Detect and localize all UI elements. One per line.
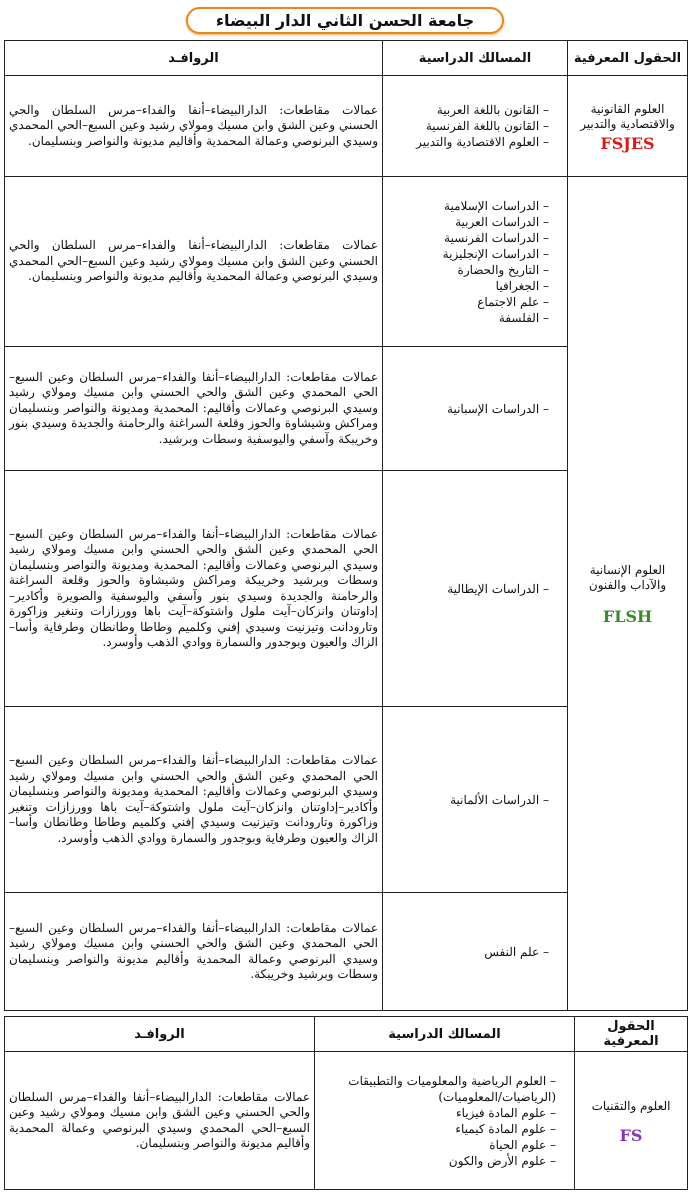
page-title: جامعة الحسن الثاني الدار البيضاء xyxy=(186,7,504,34)
tracks-cell xyxy=(383,177,568,347)
tracks-cell xyxy=(383,347,568,471)
field-name: العلوم الإنسانية والآداب والفنون xyxy=(588,563,667,592)
field-cell-fsjes xyxy=(568,76,688,177)
track-item: – التاريخ والحضارة xyxy=(387,262,549,278)
track-item: – علوم المادة فيزياء xyxy=(319,1105,556,1121)
tributary-cell: عمالات مقاطعات: الدارالبيضاء–أنفا والفداء–مرس السلطان والحي الحسني وعين الشق وابن مسيك ومولاي رشيد وعين السبع–الحي المحمدي وسيدي البرنوصي وعمالة المحمدية وأقاليم مديونة والنواصر وبنسليمان. xyxy=(5,76,383,177)
main-table xyxy=(4,40,688,1011)
track-item: – علوم الأرض والكون xyxy=(319,1153,556,1169)
track-item: – الدراسات الإنجليزية xyxy=(387,246,549,262)
track-item: – القانون باللغة العربية xyxy=(387,102,549,118)
field-name: العلوم القانونية والاقتصادية والتدبير xyxy=(580,101,675,131)
tributary-cell: عمالات مقاطعات: الدارالبيضاء–أنفا والفداء–مرس السلطان وعين السبع–الحي المحمدي وعين الشق والحي الحسني وابن مسيك ومولاي رشيد وسيدي البرنوصي وعمالة المحمدية وأقاليم مديونة والنواصر وبنسليمان وسطات وبرشيد وخريبكة. xyxy=(5,893,383,1011)
tributary-cell: عمالات مقاطعات: الدارالبيضاء–أنفا والفداء–مرس السلطان والحي الحسني وعين الشق وابن مسيك ومولاي رشيد وعين السبع–الحي المحمدي وسيدي البرنوصي وعمالة المحمدية وأقاليم مديونة والنواصر وبنسليمان. xyxy=(5,177,383,347)
track-item: – علم الاجتماع xyxy=(387,294,549,310)
table-row xyxy=(5,76,688,177)
tributary-cell: عمالات مقاطعات: الدارالبيضاء–أنفا والفداء–مرس السلطان وعين السبع–الحي المحمدي وعين الشق والحي الحسني وابن مسيك ومولاي رشيد وسيدي البرنوصي وعمالات وأقاليم: المحمدية ومديونة والنواصر وبنسليمان وسطات وبرشيد وخريبكة ومراكش وشيشاوة والحوز وقلعة السراغنة والرحامنة والجديدة وسيدي بنور وآسفي واليوسفية والصويرة وأكادير–إداوتنان وانزكان–آيت ملول واشتوكة–آيت باها وورزازات وتنغير وزاكورة وتارودانت وتيزنيت وسيدي إفني وكلميم وطاطا وطانطان وطرفاية وأسا–الزاك والعيون وبوجدور والسمارة ووادي الذهب وأوسرد. xyxy=(5,471,383,707)
tracks-cell xyxy=(315,1052,575,1190)
faculty-code: FLSH xyxy=(602,607,653,626)
header-fields: الحقول المعرفية xyxy=(568,41,688,76)
tracks-cell xyxy=(383,76,568,177)
header-fields: الحقول المعرفية xyxy=(575,1017,688,1052)
field-name: العلوم والتقنيات xyxy=(591,1098,671,1113)
track-item: – الجغرافيا xyxy=(387,278,549,294)
table-row xyxy=(5,177,688,347)
track-item: – العلوم الرياضية والمعلوميات والتطبيقات (الرياضيات/المعلوميات) xyxy=(319,1073,556,1105)
track-item: – علوم الحياة xyxy=(319,1137,556,1153)
header-tributaries: الروافـد xyxy=(5,41,383,76)
tributary-cell: عمالات مقاطعات: الدارالبيضاء–أنفا والفداء–مرس السلطان وعين السبع–الحي المحمدي وعين الشق والحي الحسني وابن مسيك ومولاي رشيد وسيدي البرنوصي وعمالات وأقاليم: المحمدية ومديونة والنواصر وبنسليمان وأكادير–إداوتنان وانزكان–آيت ملول واشتوكة–آيت باها وورزازات وتنغير وزاكورة وتارودانت وتيزنيت وسيدي إفني وكلميم وطاطا وطانطان وأسا–الزاك والعيون وطرفاية وبوجدور والسمارة ووادي الذهب وأوسرد. xyxy=(5,707,383,893)
science-table xyxy=(4,1016,688,1190)
faculty-code: FSJES xyxy=(600,133,655,153)
track-item: – الدراسات الفرنسية xyxy=(387,230,549,246)
header-tracks: المسالك الدراسية xyxy=(383,41,568,76)
header-tributaries: الروافـد xyxy=(5,1017,315,1052)
table-row xyxy=(5,1052,688,1190)
header-tracks: المسالك الدراسية xyxy=(315,1017,575,1052)
header-row xyxy=(5,41,688,76)
track-item: – الدراسات الإسبانية xyxy=(387,401,549,417)
title-container xyxy=(0,4,690,36)
field-cell-fs xyxy=(575,1052,688,1190)
track-item: – الدراسات الألمانية xyxy=(387,792,549,808)
field-cell-flsh xyxy=(568,177,688,1011)
track-item: – الدراسات العربية xyxy=(387,214,549,230)
track-item: – الدراسات الإسلامية xyxy=(387,198,549,214)
tracks-cell xyxy=(383,471,568,707)
tracks-cell xyxy=(383,893,568,1011)
track-item: – العلوم الاقتصادية والتدبير xyxy=(387,134,549,150)
track-item: – الفلسفة xyxy=(387,310,549,326)
tracks-cell xyxy=(383,707,568,893)
track-item: – علم النفس xyxy=(387,944,549,960)
track-item: – الدراسات الإيطالية xyxy=(387,581,549,597)
track-item: – علوم المادة كيمياء xyxy=(319,1121,556,1137)
faculty-code: FS xyxy=(619,1125,643,1145)
track-item: – القانون باللغة الفرنسية xyxy=(387,118,549,134)
tributary-cell: عمالات مقاطعات: الدارالبيضاء–أنفا والفداء–مرس السلطان وعين السبع–الحي المحمدي وعين الشق والحي الحسني وابن مسيك ومولاي رشيد وسيدي البرنوصي وعمالات وأقاليم: المحمدية ومديونة والنواصر وبنسليمان ومراكش وشيشاوة والحوز وقلعة السراغنة والرحامنة والجديدة وسيدي بنور وخريبكة وآسفي واليوسفية وسطات وبرشيد. xyxy=(5,347,383,471)
header-row xyxy=(5,1017,688,1052)
tributary-cell: عمالات مقاطعات: الدارالبيضاء–أنفا والفداء–مرس السلطان والحي الحسني وعين الشق وابن مسيك ومولاي رشيد وعين السبع–الحي المحمدي وسيدي البرنوصي وعمالة المحمدية وأقاليم مديونة والنواصر وبنسليمان. xyxy=(5,1052,315,1190)
